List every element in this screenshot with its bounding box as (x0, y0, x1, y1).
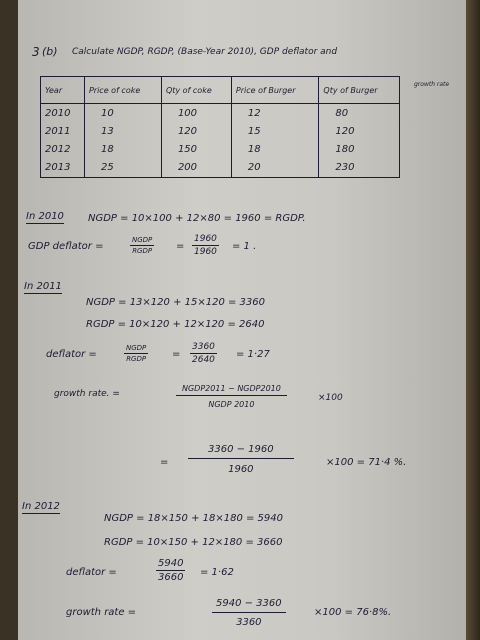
table-edge-background (466, 0, 480, 640)
deflator-2010-result: = 1 . (232, 241, 257, 252)
growth-2012-label: growth rate = (66, 607, 137, 618)
cell-qty-coke: 150 (161, 141, 231, 159)
equals-sign: = (176, 241, 185, 252)
fraction-denominator: 1960 (228, 464, 254, 475)
deflator-2011-values (190, 342, 217, 365)
fraction-numerator: NGDP2011 − NGDP2010 (176, 384, 287, 396)
table-header-row (41, 77, 400, 104)
cell-qty-burger: 230 (319, 159, 400, 178)
header-qty-coke: Qty of coke (161, 77, 231, 104)
cell-qty-coke: 120 (161, 122, 231, 140)
cell-price-coke: 25 (84, 159, 161, 178)
cell-price-burger: 12 (231, 104, 319, 123)
cell-qty-burger: 80 (319, 104, 400, 123)
rgdp-2011-line: RGDP = 10×120 + 12×120 = 2640 (86, 319, 265, 330)
cell-qty-burger: 180 (319, 141, 400, 159)
question-part: (b) (42, 45, 58, 58)
table-row (41, 122, 400, 140)
table-row (41, 141, 400, 159)
equals-sign: = (172, 349, 181, 360)
cell-year: 2012 (41, 141, 85, 159)
deflator-2010-values (192, 234, 219, 257)
growth-2011-multiplier: ×100 (318, 393, 343, 403)
heading-2010: In 2010 (26, 211, 64, 222)
fraction-denominator: RGDP (132, 247, 153, 255)
header-price-coke: Price of coke (84, 77, 161, 104)
cell-year: 2013 (41, 159, 85, 178)
fraction-denominator: RGDP (126, 355, 147, 363)
fraction-denominator: NGDP 2010 (208, 400, 255, 409)
deflator-2010-formula (130, 236, 154, 255)
cell-year: 2011 (41, 122, 85, 140)
fraction-denominator: 2640 (192, 355, 215, 365)
cell-qty-coke: 100 (161, 104, 231, 123)
growth-2012-values (212, 598, 286, 628)
fraction-numerator: 3360 − 1960 (188, 444, 294, 459)
growth-2011-result: ×100 = 71·4 %. (326, 457, 407, 468)
header-qty-burger: Qty of Burger (319, 77, 400, 104)
deflator-2011-result: = 1·27 (236, 349, 270, 360)
table-row (41, 104, 400, 123)
table-row (41, 159, 400, 178)
question-number: 3 (32, 45, 40, 59)
heading-2011: In 2011 (24, 281, 62, 292)
ngdp-2011-line: NGDP = 13×120 + 15×120 = 3360 (86, 297, 265, 308)
growth-2012-result: ×100 = 76·8%. (314, 607, 392, 618)
rgdp-2012-line: RGDP = 10×150 + 12×180 = 3660 (104, 537, 283, 548)
question-continuation: growth rate (414, 81, 450, 88)
cell-price-burger: 15 (231, 122, 319, 140)
equals-sign: = (160, 457, 169, 468)
header-price-burger: Price of Burger (231, 77, 319, 104)
ngdp-2012-line: NGDP = 18×150 + 18×180 = 5940 (104, 513, 283, 524)
cell-qty-coke: 200 (161, 159, 231, 178)
deflator-2012-label: deflator = (66, 567, 117, 578)
cell-qty-burger: 120 (319, 122, 400, 140)
fraction-numerator: NGDP (132, 236, 153, 244)
deflator-2012-result: = 1·62 (200, 567, 234, 578)
fraction-numerator: NGDP (126, 344, 147, 352)
fraction-denominator: 3360 (236, 617, 262, 628)
cell-price-burger: 20 (231, 159, 319, 178)
deflator-2011-formula (124, 344, 148, 363)
fraction-numerator: 1960 (194, 234, 217, 244)
cell-price-coke: 13 (84, 122, 161, 140)
fraction-numerator: 5940 (158, 558, 184, 569)
price-quantity-table (40, 76, 400, 178)
growth-2011-values (188, 444, 294, 475)
growth-2011-formula (176, 384, 287, 409)
growth-2011-label: growth rate. = (54, 389, 120, 399)
cell-price-coke: 10 (84, 104, 161, 123)
fraction-numerator: 5940 − 3360 (212, 598, 286, 613)
header-year: Year (41, 77, 85, 104)
question-text: Calculate NGDP, RGDP, (Base-Year 2010), GDP deflator and (72, 47, 338, 57)
deflator-2011-label: deflator = (46, 349, 97, 360)
heading-2012: In 2012 (22, 501, 60, 512)
cell-price-burger: 18 (231, 141, 319, 159)
cell-year: 2010 (41, 104, 85, 123)
cell-price-coke: 18 (84, 141, 161, 159)
fraction-numerator: 3360 (192, 342, 215, 352)
deflator-2012-values (156, 558, 185, 583)
deflator-2010-label: GDP deflator = (28, 241, 104, 252)
fraction-denominator: 1960 (194, 247, 217, 257)
fraction-denominator: 3660 (158, 572, 184, 583)
ngdp-2010-line: NGDP = 10×100 + 12×80 = 1960 = RGDP. (88, 213, 306, 224)
